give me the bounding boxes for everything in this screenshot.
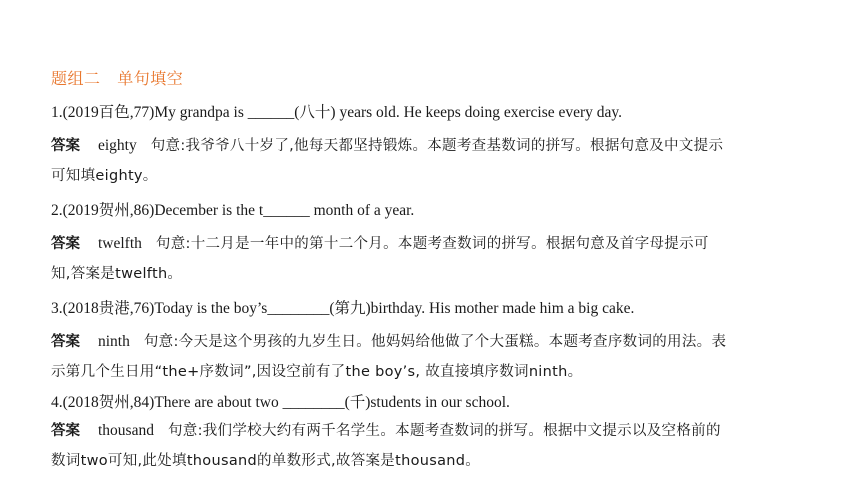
section-title: 题组二 单句填空 (51, 69, 184, 88)
question-1-text: 1.(2019百色,77)My grandpa is ______(八十) years old. He keeps doing exercise every day. (51, 104, 623, 121)
answer-3-label: 答案 (51, 334, 80, 350)
question-4-text: 4.(2018贺州,84)There are about two ________(千)students in our school. (51, 394, 510, 411)
answer-2-explanation-cont: 知,答案是twelfth。 (51, 266, 183, 282)
answer-2-line (51, 234, 709, 254)
answer-1-word: eighty (98, 137, 137, 154)
answer-1-explanation-cont: 可知填eighty。 (51, 168, 158, 184)
answer-1-explanation: 句意:我爷爷八十岁了,他每天都坚持锻炼。本题考查基数词的拼写。根据句意及中文提示 (150, 138, 724, 154)
answer-3-explanation: 句意:今天是这个男孩的九岁生日。他妈妈给他做了个大蛋糕。本题考查序数词的用法。表 (143, 334, 727, 350)
answer-2-label: 答案 (51, 236, 80, 252)
answer-4-explanation: 句意:我们学校大约有两千名学生。本题考查数词的拼写。根据中文提示以及空格前的 (167, 423, 721, 439)
answer-4-line (51, 421, 721, 441)
answer-3-line (51, 332, 726, 352)
answer-4-label: 答案 (51, 423, 80, 439)
answer-1-line (51, 136, 723, 156)
answer-3-word: ninth (98, 333, 130, 350)
answer-2-explanation: 句意:十二月是一年中的第十二个月。本题考查数词的拼写。根据句意及首字母提示可 (155, 236, 709, 252)
answer-2-word: twelfth (98, 235, 142, 252)
answer-1-label: 答案 (51, 138, 80, 154)
question-3-text: 3.(2018贵港,76)Today is the boy’s________(第九)birthday. His mother made him a big cake. (51, 300, 635, 317)
answer-4-word: thousand (98, 422, 154, 439)
question-2-text: 2.(2019贺州,86)December is the t______ month of a year. (51, 202, 415, 219)
answer-4-explanation-cont: 数词two可知,此处填thousand的单数形式,故答案是thousand。 (51, 453, 481, 469)
answer-3-explanation-cont: 示第几个生日用“the+序数词”,因设空前有了the boy’s, 故直接填序数词ninth。 (51, 364, 583, 380)
